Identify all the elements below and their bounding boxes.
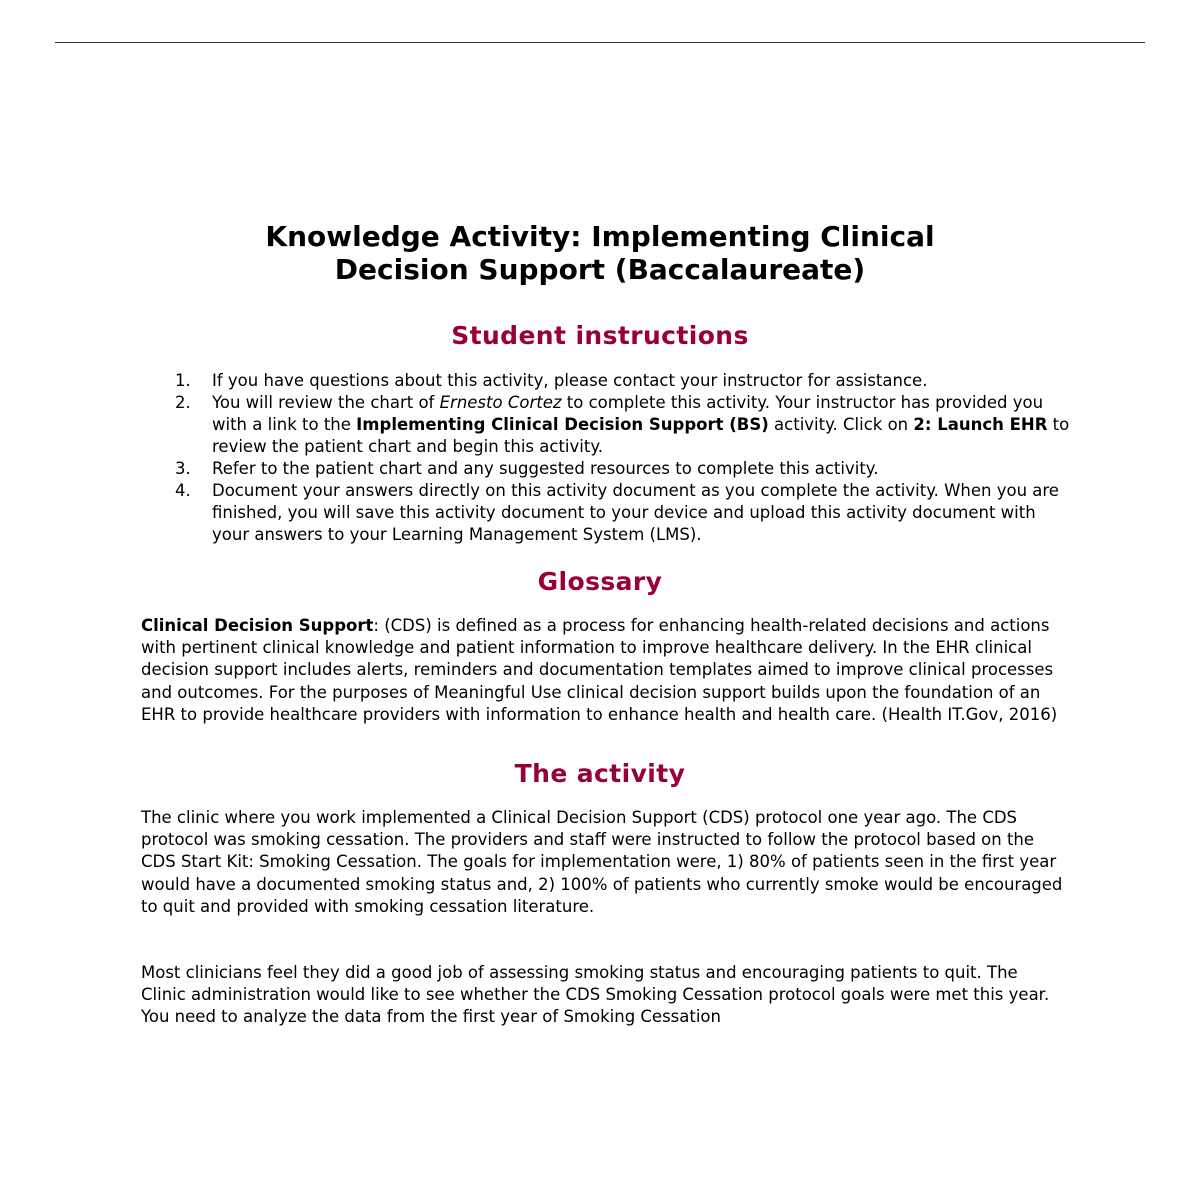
instruction-item (175, 370, 1075, 392)
instruction-item (175, 480, 1075, 546)
activity-heading: The activity (514, 759, 686, 788)
instruction-number: 2. (175, 393, 191, 412)
instruction-item (175, 458, 1075, 480)
instruction-text: activity. Click on (768, 415, 914, 434)
instruction-number: 3. (175, 459, 191, 478)
instruction-number: 1. (175, 371, 191, 390)
glossary-heading: Glossary (537, 567, 663, 596)
document-title (100, 220, 1100, 286)
instruction-number: 4. (175, 481, 191, 500)
header-rule (55, 42, 1145, 43)
document-title-line2: Decision Support (Baccalaureate) (334, 253, 866, 286)
instruction-text: Refer to the patient chart and any suggested resources to complete this activity. (212, 459, 879, 478)
instruction-text: to complete this activity. Your instructor has provided you with a link to the (212, 393, 1044, 434)
glossary-term: Clinical Decision Support (141, 616, 374, 635)
activity-paragraph: The clinic where you work implemented a Clinical Decision Support (CDS) protocol one year ago. The CDS protocol was smoking cessation. The providers and staff were instructed to follow the protocol based on the CDS Start Kit: Smoking Cessation. The goals for implementation were, 1) 80% of patients seen in the first year would have a documented smoking status and, 2) 100% of patients who currently smoke would be encouraged to quit and provided with smoking cessation literature. (141, 808, 1063, 916)
instruction-item (175, 392, 1075, 458)
student-instructions-heading: Student instructions (451, 321, 749, 350)
instruction-text: If you have questions about this activity, please contact your instructor for assistance. (212, 371, 928, 390)
instruction-text: to review the patient chart and begin this activity. (212, 415, 1070, 456)
glossary-definition-text: : (CDS) is defined as a process for enhancing health-related decisions and actions with pertinent clinical knowledge and patient information to improve healthcare delivery. In the EHR clinical decision support includes alerts, reminders and documentation templates aimed to improve clinical processes and outcomes. For the purposes of Meaningful Use clinical decision support builds upon the foundation of an EHR to provide healthcare providers with information to enhance health and health care. (Health IT.Gov, 2016) (141, 616, 1058, 724)
document-title-line1: Knowledge Activity: Implementing Clinical (265, 220, 935, 253)
launch-ehr-label: 2: Launch EHR (913, 415, 1048, 434)
activity-name: Implementing Clinical Decision Support (BS) (356, 415, 769, 434)
instruction-text: You will review the chart of (212, 393, 440, 412)
instruction-text: Document your answers directly on this activity document as you complete the activity. When you are finished, you will save this activity document to your device and upload this activity document with your answers to your Learning Management System (LMS). (212, 481, 1059, 544)
activity-paragraph: Most clinicians feel they did a good job of assessing smoking status and encouraging patients to quit. The Clinic administration would like to see whether the CDS Smoking Cessation protocol goals were met this year. You need to analyze the data from the first year of Smoking Cessation (141, 963, 1050, 1027)
patient-name: Ernesto Cortez (439, 393, 562, 412)
instructions-list (175, 370, 1075, 546)
glossary-definition (141, 615, 1066, 726)
